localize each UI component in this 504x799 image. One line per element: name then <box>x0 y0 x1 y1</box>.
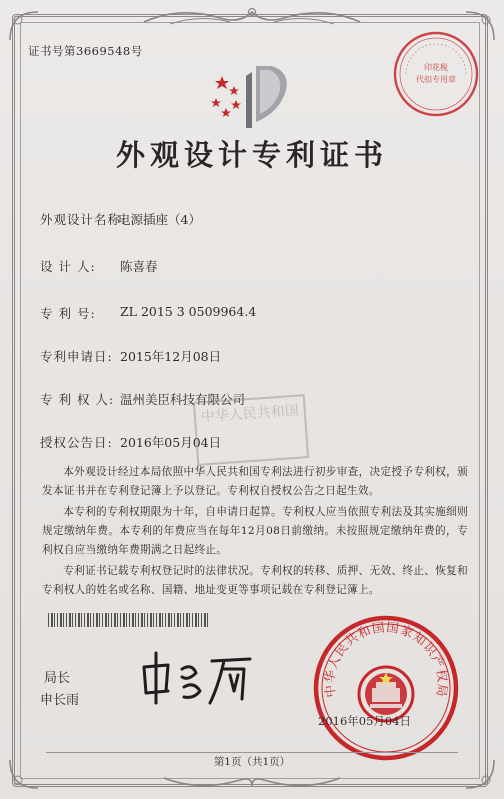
page-footer: 第1页（共1页） <box>213 756 291 768</box>
director-signature <box>138 647 258 707</box>
watermark-stamp <box>193 394 309 466</box>
agency-stamp <box>392 30 480 118</box>
field-value-patent-number: ZL 2015 3 0509964.4 <box>120 304 257 319</box>
corner-ornament-tl <box>6 8 42 44</box>
director-title: 局长 <box>44 671 71 686</box>
notice-paragraph-term: 本专利的专利权期限为十年，自申请日起算。专利权人应当依照专利法及其实施细则规定缴纳年费。本专利的年费应当在每年12月08日前缴纳。未按照规定缴纳年费的，专利权自应当缴纳年费期满之日起终止。 <box>42 506 468 556</box>
national-ip-office-seal <box>312 614 460 762</box>
certificate-title: 外观设计专利证书 <box>115 138 388 172</box>
issue-date: 2016年05月04日 <box>318 714 412 728</box>
svg-text:代扣专用章: 代扣专用章 <box>416 75 456 84</box>
seal-text: 中华人民共和国国家知识产权局 <box>321 619 451 699</box>
field-value-patentee: 温州美臣科技有限公司 <box>120 392 246 407</box>
patent-office-logo <box>202 62 302 130</box>
footer-divider <box>46 752 458 753</box>
field-value-designer: 陈喜春 <box>120 259 158 274</box>
top-ornament <box>140 4 364 30</box>
field-label-design-name: 外观设计名称: <box>40 212 127 227</box>
field-value-grant-date: 2016年05月04日 <box>120 435 222 450</box>
field-value-application-date: 2015年12月08日 <box>120 349 222 364</box>
field-label-grant-date: 授权公告日: <box>40 435 113 450</box>
field-label-application-date: 专利申请日: <box>40 349 113 364</box>
barcode <box>48 613 208 627</box>
field-value-design-name: 电源插座（4） <box>118 212 201 227</box>
bottom-ornament <box>160 772 344 794</box>
notice-paragraph-grant: 本外观设计经过本局依照中华人民共和国专利法进行初步审查，决定授予专利权，颁发本证书并在专利登记簿上予以登记。专利权自授权公告之日起生效。 <box>42 466 468 497</box>
field-label-designer: 设 计 人: <box>40 259 96 274</box>
certificate-number: 证书号第3669548号 <box>28 44 143 58</box>
svg-text:印花税: 印花税 <box>424 63 448 72</box>
field-label-patent-number: 专 利 号: <box>40 306 96 321</box>
notice-paragraph-register: 专利证书记载专利权登记时的法律状况。专利权的转移、质押、无效、终止、恢复和专利权人的姓名或名称、国籍、地址变更等事项记载在专利登记簿上。 <box>42 565 468 596</box>
director-name: 申长雨 <box>40 693 80 708</box>
watermark-stamp-text: 中华人民共和国 <box>200 402 300 426</box>
field-label-patentee: 专 利 权 人: <box>40 392 115 407</box>
